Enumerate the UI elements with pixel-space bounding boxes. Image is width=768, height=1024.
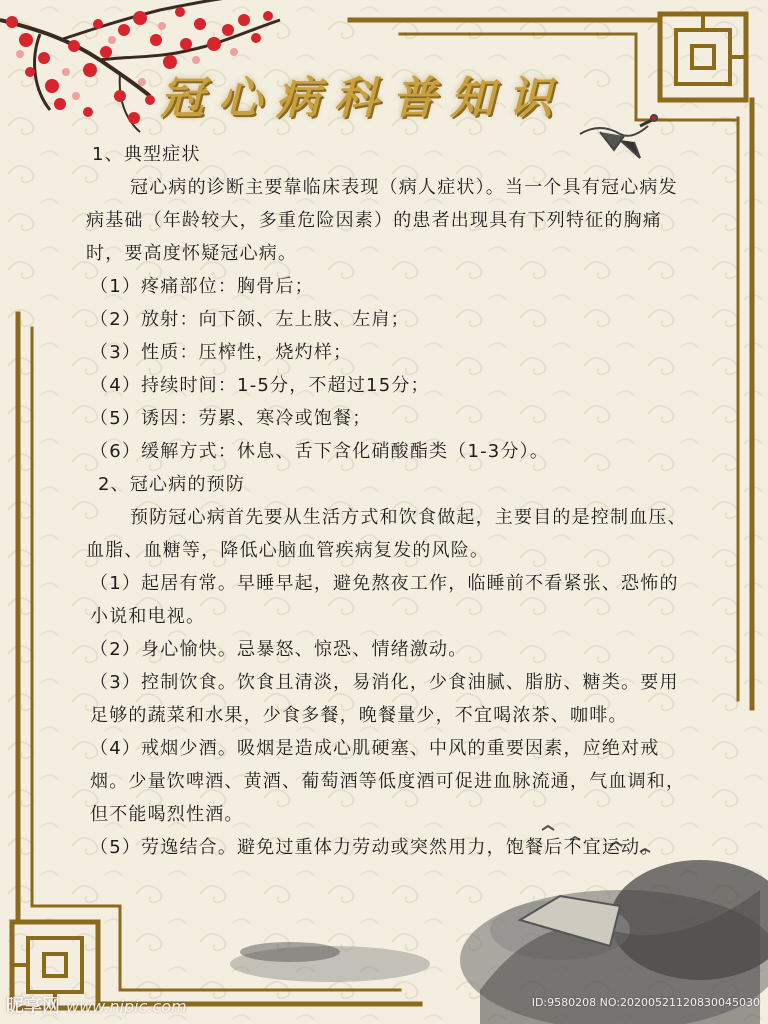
fret-corner-top-right (660, 14, 746, 100)
paragraph-prevention-intro: 预防冠心病首先要从生活方式和饮食做起，主要目的是控制血压、血脂、血糖等，降低心脑血管疾病复发的风险。 (86, 507, 687, 561)
section-heading-symptoms: 1、典型症状 (92, 144, 201, 165)
article-body (86, 138, 696, 864)
list-item-relief: （6）缓解方式：休息、舌下含化硝酸酯类（1-3分）。 (90, 441, 550, 462)
list-item-smoking-alcohol: （4）戒烟少酒。吸烟是造成心肌硬塞、中风的重要因素，应绝对戒烟。少量饮啤酒、黄酒、葡萄酒等低度酒可促进血脉流通，气血调和，但不能喝烈性酒。 (90, 738, 686, 825)
list-item-trigger: （5）诱因：劳累、寒冷或饱餐； (90, 408, 372, 429)
watermark-brand: 昵享网 (6, 996, 60, 1017)
list-item-nature: （3）性质：压榨性，烧灼样； (90, 342, 353, 363)
page-title: 冠心病科普知识 (160, 73, 566, 124)
list-item-diet: （3）控制饮食。饮食且清淡，易消化，少食油腻、脂肪、糖类。要用足够的蔬菜和水果，少食多餐，晚餐量少，不宜喝浓茶、咖啡。 (90, 672, 679, 726)
image-id-watermark: ID:9580208 NO:20200521120830045030 (531, 996, 760, 1009)
list-item-duration: （4）持续时间：1-5分，不超过15分； (90, 375, 430, 396)
paragraph-diagnosis: 冠心病的诊断主要靠临床表现（病人症状）。当一个具有冠心病发病基础（年龄较大，多重危险因素）的患者出现具有下列特征的胸痛时，要高度怀疑冠心病。 (86, 177, 678, 264)
site-watermark (6, 992, 187, 1018)
section-heading-prevention: 2、冠心病的预防 (98, 474, 246, 495)
list-item-pain-location: （1）疼痛部位：胸骨后； (90, 276, 314, 297)
list-item-radiation: （2）放射：向下颌、左上肢、左肩； (90, 309, 410, 330)
list-item-mood: （2）身心愉快。忌暴怒、惊恐、情绪激动。 (90, 639, 468, 660)
list-item-rest-work: （5）劳逸结合。避免过重体力劳动或突然用力，饱餐后不宜运动。 (90, 837, 660, 858)
watermark-url: www.nipic.com (66, 997, 187, 1016)
list-item-routine: （1）起居有常。早睡早起，避免熬夜工作，临睡前不看紧张、恐怖的小说和电视。 (90, 573, 679, 627)
